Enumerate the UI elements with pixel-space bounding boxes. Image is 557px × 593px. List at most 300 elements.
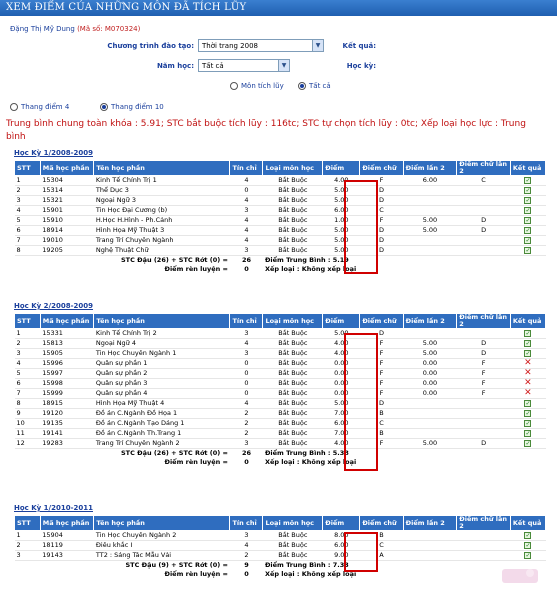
table-cell: 4: [230, 216, 263, 226]
table-cell: Quân sự phần 3: [94, 379, 230, 389]
table-cell: 0: [230, 186, 263, 196]
table-cell: D: [457, 216, 511, 226]
table-cell: Bắt Buộc: [263, 349, 323, 359]
column-header[interactable]: Mã học phần: [40, 516, 94, 531]
checkbox-checked-icon: ✓: [525, 197, 531, 204]
table-cell: 8: [15, 246, 41, 256]
table-cell: F: [360, 176, 403, 186]
mode-accumulated-label: Môn tích lũy: [241, 82, 284, 90]
table-row: [15, 329, 546, 339]
column-header[interactable]: STT: [15, 161, 41, 176]
table-row: [15, 429, 546, 439]
table-cell: F: [457, 369, 511, 379]
table-cell: 15901: [40, 206, 94, 216]
table-cell: D: [360, 329, 403, 339]
column-header[interactable]: Tín chỉ: [230, 314, 263, 329]
column-header[interactable]: Tên học phần: [94, 314, 230, 329]
table-cell: 4.00: [323, 349, 360, 359]
table-cell: Ngoại Ngữ 3: [94, 196, 230, 206]
column-header[interactable]: Loại môn học: [263, 161, 323, 176]
student-info: [10, 25, 140, 33]
table-row: [15, 389, 546, 399]
semester-title: Học Kỳ 2/2008-2009: [14, 302, 93, 310]
table-row: [15, 236, 546, 246]
table-cell: 5.00: [323, 329, 360, 339]
checkbox-checked-icon: ✓: [525, 552, 531, 559]
table-cell: F: [457, 359, 511, 369]
score-highlight-box: [344, 180, 378, 274]
table-cell: [403, 236, 457, 246]
checkbox-checked-icon: ✓: [525, 237, 531, 244]
table-cell: 7: [15, 236, 41, 246]
table-cell: 19143: [40, 551, 94, 561]
table-cell: 19010: [40, 236, 94, 246]
column-header[interactable]: Kết quả: [510, 516, 545, 531]
fail-x-icon: ✕: [524, 378, 532, 388]
table-cell: 3: [15, 196, 41, 206]
result-cell: [510, 419, 545, 429]
summary-cell: 0: [244, 570, 249, 579]
table-cell: 6: [15, 226, 41, 236]
result-cell: [510, 216, 545, 226]
column-header[interactable]: Điểm chữ: [360, 161, 403, 176]
year-select[interactable]: [198, 59, 290, 72]
table-cell: [403, 531, 457, 541]
table-cell: F: [360, 339, 403, 349]
checkbox-checked-icon: ✓: [525, 430, 531, 437]
table-cell: [457, 186, 511, 196]
table-cell: 18915: [40, 399, 94, 409]
table-cell: Bắt Buộc: [263, 389, 323, 399]
table-row: [15, 196, 546, 206]
year-label: Năm học:: [156, 62, 194, 70]
table-cell: 19205: [40, 246, 94, 256]
table-cell: 15904: [40, 531, 94, 541]
table-cell: 0.00: [403, 379, 457, 389]
table-cell: F: [360, 216, 403, 226]
table-cell: D: [457, 339, 511, 349]
table-row: [15, 246, 546, 256]
result-cell: [510, 236, 545, 246]
table-cell: 4: [230, 196, 263, 206]
table-cell: 8: [15, 399, 41, 409]
table-cell: F: [457, 379, 511, 389]
column-header[interactable]: Tín chỉ: [230, 161, 263, 176]
overall-summary: Trung bình chung toàn khóa : 5.91; STC bắt buộc tích lũy : 116tc; STC tự chọn tích lũy : 0tc; Xếp loại học lực : Trung bình: [6, 119, 526, 142]
column-header[interactable]: Loại môn học: [263, 314, 323, 329]
table-cell: 5.00: [323, 399, 360, 409]
column-header[interactable]: Điểm: [323, 161, 360, 176]
table-cell: Bắt Buộc: [263, 541, 323, 551]
result-cell: [510, 541, 545, 551]
table-cell: Bắt Buộc: [263, 186, 323, 196]
table-cell: Đồ án C.Ngành Tạo Dáng 1: [94, 419, 230, 429]
table-cell: 5.00: [323, 186, 360, 196]
table-cell: 5: [15, 369, 41, 379]
table-cell: F: [360, 349, 403, 359]
table-cell: 0.00: [323, 369, 360, 379]
table-cell: 4.00: [323, 339, 360, 349]
table-cell: C: [360, 419, 403, 429]
table-cell: 0.00: [403, 359, 457, 369]
table-cell: 5.00: [403, 216, 457, 226]
table-cell: [457, 409, 511, 419]
table-cell: [403, 551, 457, 561]
fail-x-icon: ✕: [524, 368, 532, 378]
table-cell: 4: [230, 236, 263, 246]
result-cell: [510, 176, 545, 186]
column-header[interactable]: Điểm lần 2: [403, 314, 457, 329]
student-code: (Mã số: M070324): [77, 25, 141, 33]
table-cell: 19283: [40, 439, 94, 449]
column-header[interactable]: Tên học phần: [94, 516, 230, 531]
table-cell: [457, 329, 511, 339]
result-cell: [510, 389, 545, 399]
table-row: [15, 541, 546, 551]
table-cell: [457, 429, 511, 439]
column-header[interactable]: Điểm chữ lần 2: [457, 161, 511, 176]
mode-all-radio[interactable]: [298, 82, 331, 90]
table-cell: 5.00: [403, 439, 457, 449]
table-cell: 3: [230, 206, 263, 216]
table-cell: 4: [15, 206, 41, 216]
result-cell: [510, 551, 545, 561]
table-cell: 19141: [40, 429, 94, 439]
radio-icon[interactable]: [230, 82, 238, 90]
table-cell: Bắt Buộc: [263, 246, 323, 256]
summary-row: [15, 265, 546, 275]
checkbox-checked-icon: ✓: [525, 177, 531, 184]
table-cell: 4: [230, 339, 263, 349]
column-header[interactable]: Điểm chữ lần 2: [457, 516, 511, 531]
summary-cell: 26: [241, 256, 251, 265]
table-row: [15, 399, 546, 409]
table-cell: 3: [230, 329, 263, 339]
table-cell: Bắt Buộc: [263, 359, 323, 369]
table-cell: 3: [230, 439, 263, 449]
table-row: [15, 186, 546, 196]
table-cell: H.Học H.Hình - Ph.Cảnh: [94, 216, 230, 226]
table-cell: 2: [230, 409, 263, 419]
table-cell: Bắt Buộc: [263, 339, 323, 349]
summary-cell: Xếp loại : Không xếp loại: [264, 458, 357, 467]
table-cell: 7.00: [323, 409, 360, 419]
table-cell: 15996: [40, 359, 94, 369]
table-cell: Bắt Buộc: [263, 216, 323, 226]
table-cell: 3: [15, 349, 41, 359]
table-header-row: [15, 516, 546, 531]
mode-accumulated-radio[interactable]: [230, 82, 284, 90]
table-cell: D: [360, 246, 403, 256]
scale-10-radio[interactable]: [100, 103, 164, 111]
table-cell: 4: [15, 359, 41, 369]
table-cell: Bắt Buộc: [263, 176, 323, 186]
table-cell: Bắt Buộc: [263, 196, 323, 206]
table-cell: 3: [15, 551, 41, 561]
column-header[interactable]: STT: [15, 516, 41, 531]
table-cell: 19120: [40, 409, 94, 419]
table-cell: Tin Học Chuyên Ngành 1: [94, 349, 230, 359]
checkbox-checked-icon: ✓: [525, 410, 531, 417]
table-cell: 3: [230, 531, 263, 541]
summary-cell: STC Đậu (26) + STC Rớt (0) =: [120, 449, 228, 458]
summary-cell: STC Đậu (26) + STC Rớt (0) =: [120, 256, 228, 265]
table-cell: 0.00: [403, 369, 457, 379]
program-select[interactable]: [198, 39, 324, 52]
column-header[interactable]: Điểm lần 2: [403, 516, 457, 531]
score-highlight-box: [344, 333, 378, 471]
table-cell: D: [457, 349, 511, 359]
grades-table: [14, 160, 546, 275]
table-cell: 6: [15, 379, 41, 389]
table-cell: 18914: [40, 226, 94, 236]
table-cell: [403, 206, 457, 216]
table-cell: Hình Họa Mỹ Thuật 4: [94, 399, 230, 409]
table-cell: 9.00: [323, 551, 360, 561]
checkbox-checked-icon: ✓: [525, 227, 531, 234]
summary-row: [15, 256, 546, 266]
table-cell: 6.00: [323, 419, 360, 429]
table-cell: 2: [15, 186, 41, 196]
column-header[interactable]: Điểm chữ: [360, 516, 403, 531]
radio-icon[interactable]: [10, 103, 18, 111]
result-cell: [510, 339, 545, 349]
table-cell: Bắt Buộc: [263, 531, 323, 541]
table-cell: F: [457, 389, 511, 399]
table-cell: Bắt Buộc: [263, 419, 323, 429]
result-cell: [510, 196, 545, 206]
table-cell: 4: [230, 176, 263, 186]
table-cell: D: [360, 186, 403, 196]
summary-cell: Điểm rèn luyện =: [164, 265, 228, 274]
checkbox-checked-icon: ✓: [525, 440, 531, 447]
table-cell: D: [360, 399, 403, 409]
column-header[interactable]: Mã học phần: [40, 314, 94, 329]
radio-selected-icon[interactable]: [298, 82, 306, 90]
grades-table: [14, 313, 546, 468]
table-cell: Kinh Tế Chính Trị 2: [94, 329, 230, 339]
program-label: Chương trình đào tạo:: [107, 42, 194, 50]
summary-cell: 0: [244, 458, 249, 467]
table-row: [15, 531, 546, 541]
table-row: [15, 379, 546, 389]
table-cell: 0.00: [323, 359, 360, 369]
table-cell: 9: [15, 409, 41, 419]
result-cell: [510, 439, 545, 449]
result-cell: [510, 329, 545, 339]
table-cell: 5.00: [403, 349, 457, 359]
table-cell: [403, 419, 457, 429]
term-field[interactable]: [380, 59, 540, 72]
table-cell: [403, 409, 457, 419]
table-cell: 1: [15, 329, 41, 339]
table-cell: 15331: [40, 329, 94, 339]
table-cell: TT2 : Sáng Tác Mẫu Vải: [94, 551, 230, 561]
table-cell: 5.00: [403, 226, 457, 236]
table-cell: A: [360, 551, 403, 561]
checkbox-checked-icon: ✓: [525, 400, 531, 407]
checkbox-checked-icon: ✓: [525, 340, 531, 347]
table-row: [15, 369, 546, 379]
table-header-row: [15, 314, 546, 329]
table-cell: 15910: [40, 216, 94, 226]
table-cell: 15998: [40, 379, 94, 389]
table-cell: Điêu khắc I: [94, 541, 230, 551]
table-row: [15, 349, 546, 359]
table-cell: 2: [15, 541, 41, 551]
radio-selected-icon[interactable]: [100, 103, 108, 111]
table-cell: F: [360, 379, 403, 389]
result-cell: [510, 531, 545, 541]
table-cell: [403, 429, 457, 439]
table-cell: [457, 531, 511, 541]
column-header[interactable]: Mã học phần: [40, 161, 94, 176]
summary-cell: Điểm rèn luyện =: [164, 458, 228, 467]
checkbox-checked-icon: ✓: [525, 542, 531, 549]
table-cell: [457, 551, 511, 561]
watermark-logo: [500, 565, 540, 587]
column-header[interactable]: Loại môn học: [263, 516, 323, 531]
summary-cell: Điểm rèn luyện =: [164, 570, 228, 579]
mode-all-label: Tất cả: [309, 82, 331, 90]
result-cell: [510, 226, 545, 236]
summary-cell: Điểm Trung Bình : 5.38: [264, 449, 349, 458]
table-cell: D: [457, 439, 511, 449]
column-header[interactable]: Điểm chữ lần 2: [457, 314, 511, 329]
table-cell: Trang Trí Chuyên Ngành 2: [94, 439, 230, 449]
scale-4-label: Thang điểm 4: [21, 103, 70, 111]
table-cell: [403, 196, 457, 206]
table-cell: [457, 419, 511, 429]
table-cell: [403, 399, 457, 409]
checkbox-checked-icon: ✓: [525, 532, 531, 539]
table-cell: 4: [230, 399, 263, 409]
result-cell: [510, 349, 545, 359]
table-row: [15, 419, 546, 429]
table-cell: Nghệ Thuật Chữ: [94, 246, 230, 256]
column-header[interactable]: Điểm lần 2: [403, 161, 457, 176]
semester-title: Học Kỳ 1/2008-2009: [14, 149, 93, 157]
table-cell: 0.00: [323, 389, 360, 399]
table-cell: 4: [230, 226, 263, 236]
summary-row: [15, 570, 546, 580]
scale-4-radio[interactable]: [10, 103, 69, 111]
table-cell: Bắt Buộc: [263, 369, 323, 379]
table-cell: 0: [230, 359, 263, 369]
column-header[interactable]: Điểm: [323, 314, 360, 329]
table-cell: Bắt Buộc: [263, 226, 323, 236]
table-cell: 6.00: [403, 176, 457, 186]
column-header[interactable]: Điểm chữ: [360, 314, 403, 329]
column-header[interactable]: Điểm: [323, 516, 360, 531]
chevron-down-icon[interactable]: ▼: [278, 60, 289, 71]
table-cell: F: [360, 439, 403, 449]
table-cell: Quân sự phần 2: [94, 369, 230, 379]
table-cell: [403, 246, 457, 256]
result-field[interactable]: [380, 39, 540, 52]
table-cell: Bắt Buộc: [263, 439, 323, 449]
table-row: [15, 206, 546, 216]
table-cell: Quân sự phần 4: [94, 389, 230, 399]
chevron-down-icon[interactable]: ▼: [312, 40, 323, 51]
table-cell: F: [360, 369, 403, 379]
table-cell: 10: [15, 419, 41, 429]
term-label: Học kỳ:: [346, 62, 376, 70]
table-cell: 15905: [40, 349, 94, 359]
table-cell: F: [360, 359, 403, 369]
table-row: [15, 339, 546, 349]
table-cell: [457, 541, 511, 551]
scale-10-label: Thang điểm 10: [111, 103, 164, 111]
table-cell: 0: [230, 379, 263, 389]
table-cell: 3: [230, 349, 263, 359]
column-header[interactable]: Tín chỉ: [230, 516, 263, 531]
table-cell: 2: [230, 419, 263, 429]
table-cell: C: [360, 206, 403, 216]
summary-cell: 0: [244, 265, 249, 274]
table-cell: Bắt Buộc: [263, 399, 323, 409]
result-cell: [510, 379, 545, 389]
table-cell: Bắt Buộc: [263, 379, 323, 389]
table-cell: B: [360, 531, 403, 541]
column-header[interactable]: Kết quả: [510, 314, 545, 329]
table-row: [15, 409, 546, 419]
table-row: [15, 176, 546, 186]
column-header[interactable]: Tên học phần: [94, 161, 230, 176]
table-cell: Bắt Buộc: [263, 551, 323, 561]
year-value: Tất cả: [202, 62, 224, 70]
checkbox-checked-icon: ✓: [525, 207, 531, 214]
score-highlight-box: [344, 532, 378, 572]
table-cell: 0.00: [403, 389, 457, 399]
fail-x-icon: ✕: [524, 388, 532, 398]
table-cell: 5.00: [323, 236, 360, 246]
table-cell: 4.00: [323, 176, 360, 186]
table-cell: 2: [230, 551, 263, 561]
table-cell: 6.00: [323, 206, 360, 216]
table-cell: 1.00: [323, 216, 360, 226]
column-header[interactable]: STT: [15, 314, 41, 329]
table-cell: 8.00: [323, 531, 360, 541]
table-cell: F: [360, 389, 403, 399]
semester-title: Học Kỳ 1/2010-2011: [14, 504, 93, 512]
result-cell: [510, 246, 545, 256]
result-cell: [510, 206, 545, 216]
table-cell: Đồ án C.Ngành Đồ Họa 1: [94, 409, 230, 419]
table-cell: 15813: [40, 339, 94, 349]
fail-x-icon: ✕: [524, 358, 532, 368]
summary-row: [15, 449, 546, 459]
table-row: [15, 359, 546, 369]
table-cell: Ngoại Ngữ 4: [94, 339, 230, 349]
summary-cell: Điểm Trung Bình : 5.19: [264, 256, 349, 265]
column-header[interactable]: Kết quả: [510, 161, 545, 176]
table-cell: D: [360, 226, 403, 236]
table-cell: Bắt Buộc: [263, 429, 323, 439]
table-cell: [457, 399, 511, 409]
table-cell: 5.00: [403, 339, 457, 349]
table-cell: Hình Họa Mỹ Thuật 3: [94, 226, 230, 236]
table-row: [15, 226, 546, 236]
result-cell: [510, 409, 545, 419]
table-cell: 18119: [40, 541, 94, 551]
table-cell: Trang Trí Chuyên Ngành: [94, 236, 230, 246]
table-cell: [457, 236, 511, 246]
result-cell: [510, 359, 545, 369]
table-cell: D: [360, 236, 403, 246]
table-cell: 0: [230, 369, 263, 379]
student-name: Đặng Thị Mỹ Dung: [10, 25, 75, 33]
